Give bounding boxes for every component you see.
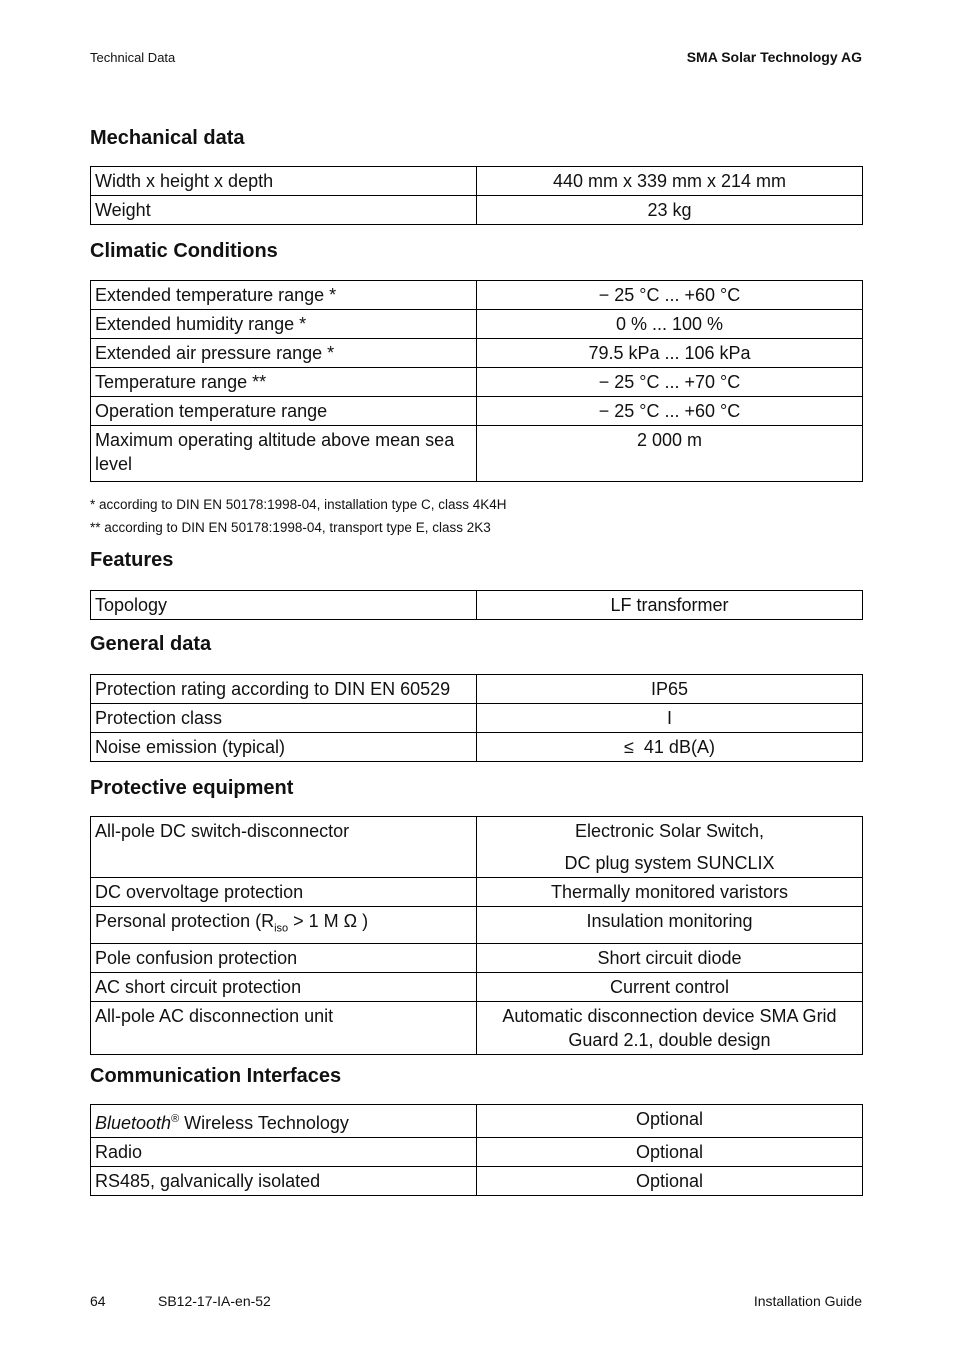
- table-row: [91, 397, 863, 426]
- row-label: Operation temperature range: [91, 397, 477, 426]
- footer-document-type: Installation Guide: [753, 1293, 862, 1309]
- table-row: [91, 907, 863, 944]
- header-company-name: SMA Solar Technology AG: [686, 49, 862, 65]
- row-value: Insulation monitoring: [477, 907, 863, 944]
- row-label: Extended humidity range *: [91, 310, 477, 339]
- footer-page-number: 64: [90, 1293, 106, 1309]
- general-data-table: [90, 674, 863, 762]
- value-line: DC plug system SUNCLIX: [564, 853, 775, 873]
- table-row: [91, 704, 863, 733]
- general-data-section: [90, 632, 863, 762]
- row-value: 0 % ... 100 %: [477, 310, 863, 339]
- row-value: 79.5 kPa ... 106 kPa: [477, 339, 863, 368]
- header-section-label: Technical Data: [90, 50, 176, 65]
- row-label: Protection class: [91, 704, 477, 733]
- row-label: All-pole DC switch-disconnector: [91, 817, 477, 878]
- row-value: ≤ 41 dB(A): [477, 733, 863, 762]
- row-label: Personal protection ($R_{iso} > 1$ M Ω ): [91, 907, 477, 944]
- row-label: Width x height x depth: [91, 167, 477, 196]
- row-value: I: [477, 704, 863, 733]
- row-label: Protection rating according to DIN EN 60529: [91, 675, 477, 704]
- row-value: Optional: [477, 1167, 863, 1196]
- row-value: 2 000 m: [477, 426, 863, 482]
- row-label: Extended temperature range *: [91, 281, 477, 310]
- row-label: Temperature range **: [91, 368, 477, 397]
- row-value: [477, 817, 863, 878]
- row-value: − 25 °C ... +60 °C: [477, 281, 863, 310]
- table-row: [91, 1105, 863, 1138]
- communication-interfaces-table: [90, 1104, 863, 1196]
- row-label: Radio: [91, 1138, 477, 1167]
- row-label: Maximum operating altitude above mean sea level: [91, 426, 477, 482]
- mechanical-data-table: [90, 166, 863, 225]
- table-row: [91, 972, 863, 1001]
- features-table: [90, 590, 863, 620]
- row-label: Weight: [91, 196, 477, 225]
- row-value: IP65: [477, 675, 863, 704]
- row-value: Optional: [477, 1138, 863, 1167]
- row-label: Bluetooth® Wireless Technology: [91, 1105, 477, 1138]
- row-value: − 25 °C ... +60 °C: [477, 397, 863, 426]
- table-row: [91, 1167, 863, 1196]
- row-value: 440 mm x 339 mm x 214 mm: [477, 167, 863, 196]
- climatic-conditions-title: Climatic Conditions: [90, 240, 278, 262]
- row-label: Topology: [91, 591, 477, 620]
- row-label: RS485, galvanically isolated: [91, 1167, 477, 1196]
- row-label: All-pole AC disconnection unit: [91, 1001, 477, 1054]
- table-row: [91, 817, 863, 878]
- row-label: AC short circuit protection: [91, 972, 477, 1001]
- protective-equipment-title: Protective equipment: [90, 777, 294, 799]
- protective-equipment-table: [90, 816, 863, 1055]
- row-value: LF transformer: [477, 591, 863, 620]
- footer-document-id: SB12-17-IA-en-52: [158, 1293, 271, 1309]
- communication-interfaces-section: [90, 1064, 863, 1196]
- table-row: [91, 878, 863, 907]
- row-value: Short circuit diode: [477, 943, 863, 972]
- table-row: [91, 675, 863, 704]
- table-row: [91, 281, 863, 310]
- general-data-title: General data: [90, 633, 212, 655]
- row-label: Pole confusion protection: [91, 943, 477, 972]
- table-row: [91, 167, 863, 196]
- table-row: [91, 426, 863, 482]
- footnote-installation: * according to DIN EN 50178:1998-04, installation type C, class 4K4H: [90, 497, 507, 512]
- communication-interfaces-title: Communication Interfaces: [90, 1065, 342, 1087]
- row-value: Current control: [477, 972, 863, 1001]
- row-value: − 25 °C ... +70 °C: [477, 368, 863, 397]
- table-row: [91, 591, 863, 620]
- row-value: 23 kg: [477, 196, 863, 225]
- features-title: Features: [90, 549, 174, 571]
- table-row: [91, 1001, 863, 1054]
- row-label: Extended air pressure range *: [91, 339, 477, 368]
- footnote-transport: ** according to DIN EN 50178:1998-04, transport type E, class 2K3: [90, 520, 491, 535]
- mechanical-data-section: [90, 126, 863, 225]
- row-value: Automatic disconnection device SMA Grid Guard 2.1, double design: [477, 1001, 863, 1054]
- value-line: Electronic Solar Switch,: [574, 821, 765, 841]
- table-row: [91, 310, 863, 339]
- table-row: [91, 943, 863, 972]
- mechanical-data-title: Mechanical data: [90, 127, 245, 149]
- table-row: [91, 339, 863, 368]
- climatic-conditions-section: [90, 239, 863, 482]
- table-row: [91, 368, 863, 397]
- row-label: DC overvoltage protection: [91, 878, 477, 907]
- row-value: Thermally monitored varistors: [477, 878, 863, 907]
- table-row: [91, 1138, 863, 1167]
- table-row: [91, 733, 863, 762]
- row-label: Noise emission (typical): [91, 733, 477, 762]
- protective-equipment-section: [90, 776, 863, 1055]
- row-value: Optional: [477, 1105, 863, 1138]
- features-section: [90, 548, 863, 620]
- table-row: [91, 196, 863, 225]
- climatic-conditions-table: [90, 280, 863, 482]
